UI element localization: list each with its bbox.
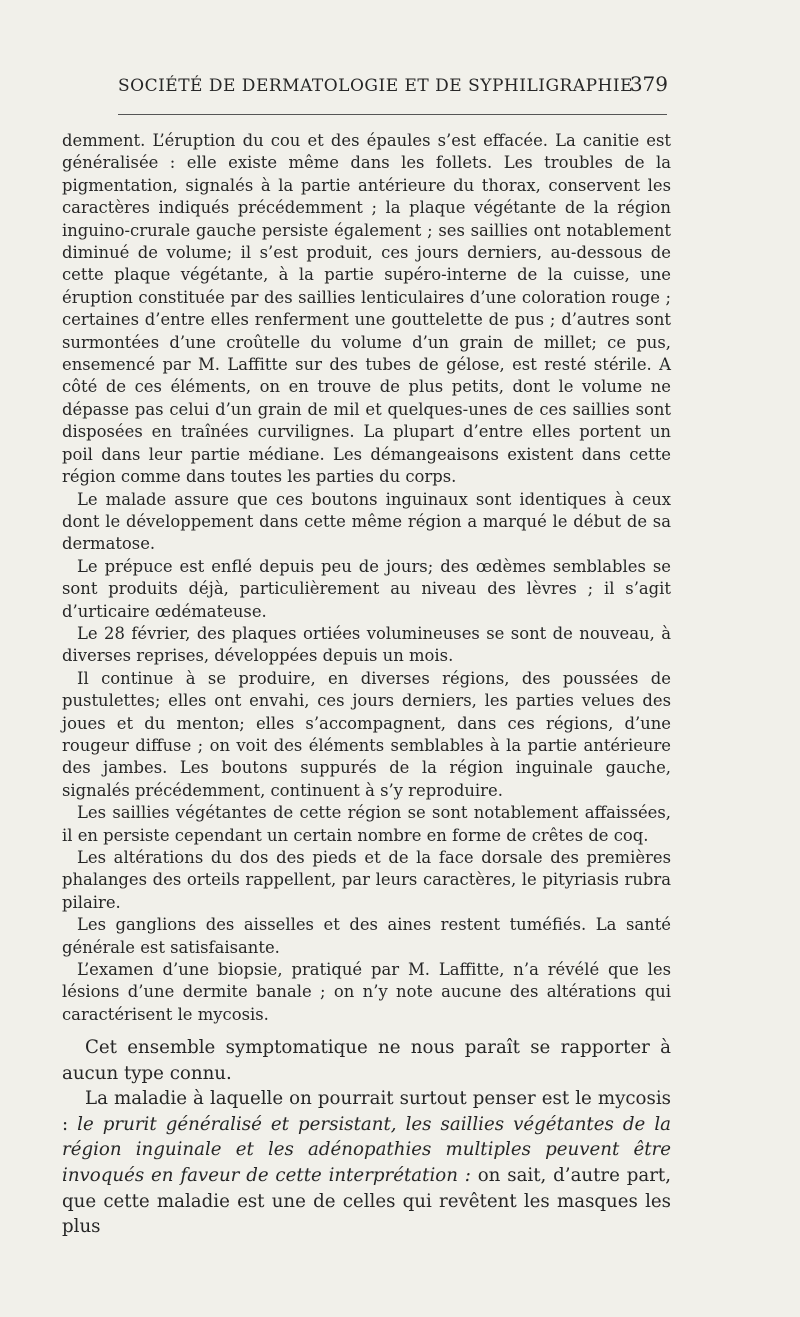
running-title: SOCIÉTÉ DE DERMATOLOGIE ET DE SYPHILIGRAPHIE (118, 76, 634, 96)
paragraph: demment. L’éruption du cou et des épaules s’est effacée. La canitie est généralisée : elle existe même dans les follets. Les troubles de la pigmentation, signalés à la partie antérieure du thorax, conservent les caractères indiqués précédemment ; la plaque végétante de la région inguino-crurale gauche persiste également ; ses saillies ont notablement diminué de volume; il s’est produit, ces jours derniers, au-dessous de cette plaque végétante, à la partie supéro-interne de la cuisse, une éruption constituée par des saillies lenticulaires d’une coloration rouge ; certaines d’entre elles renferment une gouttelette de pus ; d’autres sont surmontées d’une croûtelle du volume d’un grain de millet; ce pus, ensemencé par M. Laffitte sur des tubes de gélose, est resté stérile. A côté de ces éléments, on en trouve de plus petits, dont le volume ne dépasse pas celui d’un grain de mil et quelques-unes de ces saillies sont disposées en traînées curvilignes. La plupart d’entre elles portent un poil dans leur partie médiane. Les démangeaisons existent dans cette région comme dans toutes les parties du corps. (62, 131, 671, 487)
page-number: 379 (629, 72, 668, 96)
paragraph: Le 28 février, des plaques ortiées volumineuses se sont de nouveau, à diverses reprises, développées depuis un mois. (62, 623, 671, 666)
paragraph: L’examen d’une biopsie, pratiqué par M. Laffitte, n’a révélé que les lésions d’une dermite banale ; on n’y note aucune des altérations qui caractérisent le mycosis. (62, 960, 671, 1024)
discussion-text: on sait, d’autre part, que cette maladie est une de celles qui revêtent les masques les plus (62, 1164, 671, 1238)
discussion-section (62, 1035, 671, 1240)
paragraph: Il continue à se produire, en diverses régions, des poussées de pustulettes; elles ont envahi, ces jours derniers, les parties velues des joues et du menton; elles s’accompagnent, dans ces régions, d’une rougeur diffuse ; on voit des éléments semblables à la partie antérieure des jambes. Les boutons suppurés de la région inguinale gauche, signalés précédemment, continuent à s’y reproduire. (62, 668, 671, 800)
paragraph: Les altérations du dos des pieds et de la face dorsale des premières phalanges des orteils rappellent, par leurs caractères, le pityriasis rubra pilaire. (62, 848, 671, 912)
running-header (118, 72, 668, 102)
paragraph: Les ganglions des aisselles et des aines restent tuméfiés. La santé générale est satisfaisante. (62, 915, 671, 957)
discussion-text: La maladie à laquelle on pourrait surtout penser est le mycosis : (62, 1088, 671, 1135)
discussion-paragraph (62, 1086, 671, 1240)
italic-emphasis: le prurit généralisé et persistant, les saillies végétantes de la région inguinale et les adénopathies multiples peuvent être invoqués en faveur de cette interprétation : (62, 1113, 671, 1186)
paragraph: Le malade assure que ces boutons inguinaux sont identiques à ceux dont le développement dans cette même région a marqué le début de sa dermatose. (62, 489, 671, 554)
header-rule (118, 114, 667, 115)
paragraph: Le prépuce est enflé depuis peu de jours; des œdèmes semblables se sont produits déjà, particulièrement au niveau des lèvres ; il s’agit d’urticaire œdémateuse. (62, 556, 671, 621)
discussion-paragraph: Cet ensemble symptomatique ne nous paraît se rapporter à aucun type connu. (62, 1037, 671, 1084)
case-report-body (62, 130, 671, 1026)
paragraph: Les saillies végétantes de cette région se sont notablement affaissées, il en persiste cependant un certain nombre en forme de crêtes de coq. (62, 803, 671, 845)
